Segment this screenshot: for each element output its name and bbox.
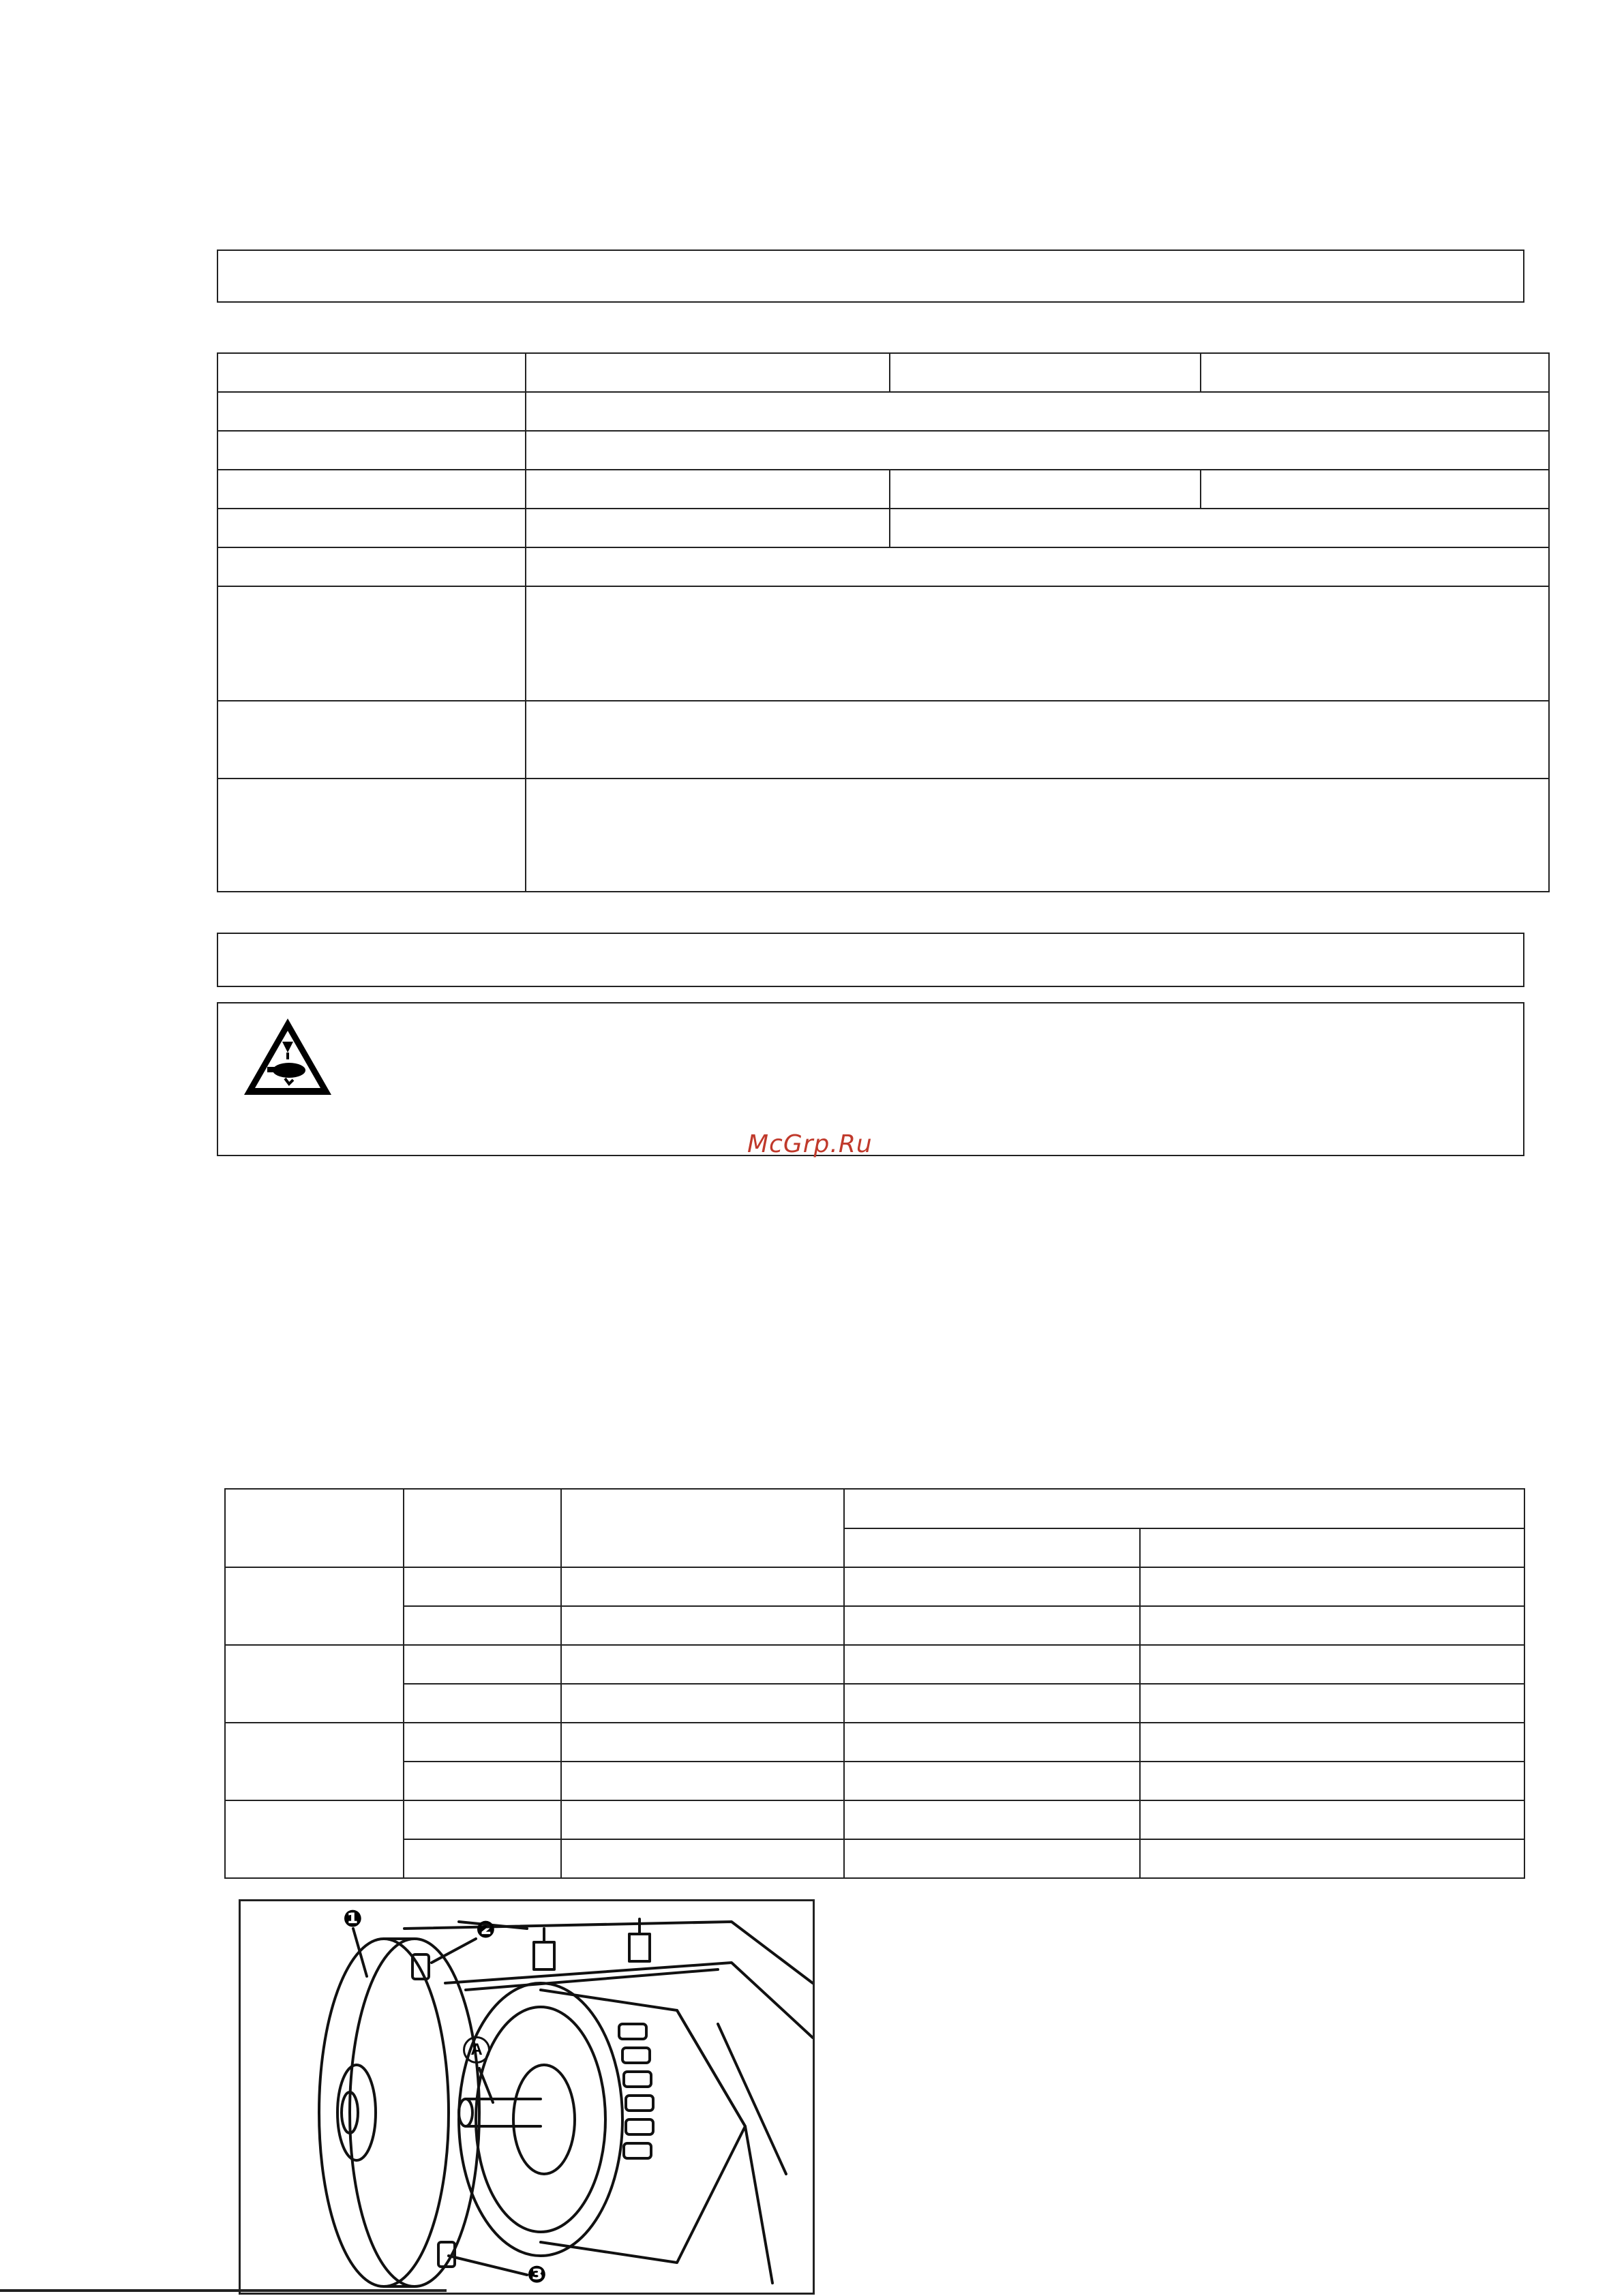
table-row <box>225 1567 1524 1606</box>
table-row <box>217 470 1549 509</box>
motor-pulley-figure <box>239 1899 815 2295</box>
table-cell <box>561 1567 844 1606</box>
spec-label <box>217 431 526 470</box>
table-row <box>225 1800 1524 1839</box>
table-row <box>225 1762 1524 1800</box>
table-cell <box>404 1684 561 1723</box>
table-row <box>217 779 1549 892</box>
spec-cell <box>526 547 1549 586</box>
table-cell <box>1140 1645 1524 1684</box>
spec-label <box>217 470 526 509</box>
table-cell <box>844 1762 1140 1800</box>
table-cell <box>844 1723 1140 1762</box>
table-cell <box>404 1839 561 1878</box>
column-header <box>1140 1528 1524 1567</box>
spec-cell <box>526 353 890 392</box>
table-cell <box>404 1567 561 1606</box>
table-row <box>225 1606 1524 1645</box>
spec-label <box>217 701 526 779</box>
table-cell <box>1140 1606 1524 1645</box>
spec-cell <box>890 470 1201 509</box>
spec-label <box>217 392 526 431</box>
table-row <box>225 1723 1524 1762</box>
spec-label <box>217 586 526 701</box>
spec-cell <box>526 392 1549 431</box>
motor-pulley-drawing <box>241 1901 813 2293</box>
spec-cell <box>526 431 1549 470</box>
row-group-label <box>225 1800 404 1878</box>
spec-cell <box>526 779 1549 892</box>
table-cell <box>844 1645 1140 1684</box>
spec-label <box>217 779 526 892</box>
spec-cell <box>526 586 1549 701</box>
table-cell <box>404 1762 561 1800</box>
callout-3: ❸ <box>527 2261 547 2289</box>
spec-cell <box>526 509 890 547</box>
table-cell <box>561 1839 844 1878</box>
watermark: McGrp.Ru <box>747 1130 873 1158</box>
table-row <box>217 392 1549 431</box>
table-cell <box>844 1800 1140 1839</box>
spec-cell <box>1201 470 1549 509</box>
table-row <box>217 586 1549 701</box>
table-cell <box>404 1606 561 1645</box>
spec-label <box>217 509 526 547</box>
spec-label <box>217 547 526 586</box>
table-cell <box>844 1567 1140 1606</box>
table-cell <box>561 1762 844 1800</box>
row-group-label <box>225 1567 404 1645</box>
spec-cell <box>1201 353 1549 392</box>
callout-a: A <box>463 2036 490 2064</box>
table-cell <box>561 1684 844 1723</box>
table-cell <box>1140 1684 1524 1723</box>
table-cell <box>561 1645 844 1684</box>
spec-cell <box>890 353 1201 392</box>
specifications-heading-box <box>217 250 1524 303</box>
table-cell <box>1140 1762 1524 1800</box>
row-group-label <box>225 1645 404 1723</box>
table-row <box>217 547 1549 586</box>
spec-table <box>217 352 1550 892</box>
table-row <box>225 1839 1524 1878</box>
footer-rule <box>0 2289 447 2292</box>
table-cell <box>561 1723 844 1762</box>
table-row <box>217 353 1549 392</box>
column-header <box>561 1489 844 1567</box>
pulley-table <box>224 1488 1525 1879</box>
table-cell <box>1140 1723 1524 1762</box>
table-cell <box>1140 1839 1524 1878</box>
spec-label <box>217 353 526 392</box>
table-cell <box>1140 1800 1524 1839</box>
row-group-label <box>225 1723 404 1800</box>
installation-heading-box <box>217 933 1524 987</box>
table-cell <box>404 1645 561 1684</box>
column-header <box>225 1489 404 1567</box>
table-cell <box>844 1606 1140 1645</box>
spec-cell <box>526 701 1549 779</box>
table-row <box>225 1684 1524 1723</box>
table-cell <box>844 1684 1140 1723</box>
table-cell <box>561 1800 844 1839</box>
table-cell <box>844 1839 1140 1878</box>
table-cell <box>1140 1567 1524 1606</box>
table-cell <box>561 1606 844 1645</box>
spec-cell <box>526 470 890 509</box>
table-row <box>225 1489 1524 1528</box>
column-group-header <box>844 1489 1524 1528</box>
hand-pinch-warning-icon <box>241 1014 334 1099</box>
callout-1: ❶ <box>343 1905 363 1933</box>
table-row <box>225 1645 1524 1684</box>
column-header <box>844 1528 1140 1567</box>
table-cell <box>404 1723 561 1762</box>
table-row <box>217 509 1549 547</box>
spec-cell <box>890 509 1549 547</box>
table-cell <box>404 1800 561 1839</box>
table-row <box>217 431 1549 470</box>
column-header <box>404 1489 561 1567</box>
callout-2: ❷ <box>476 1916 496 1944</box>
table-row <box>217 701 1549 779</box>
